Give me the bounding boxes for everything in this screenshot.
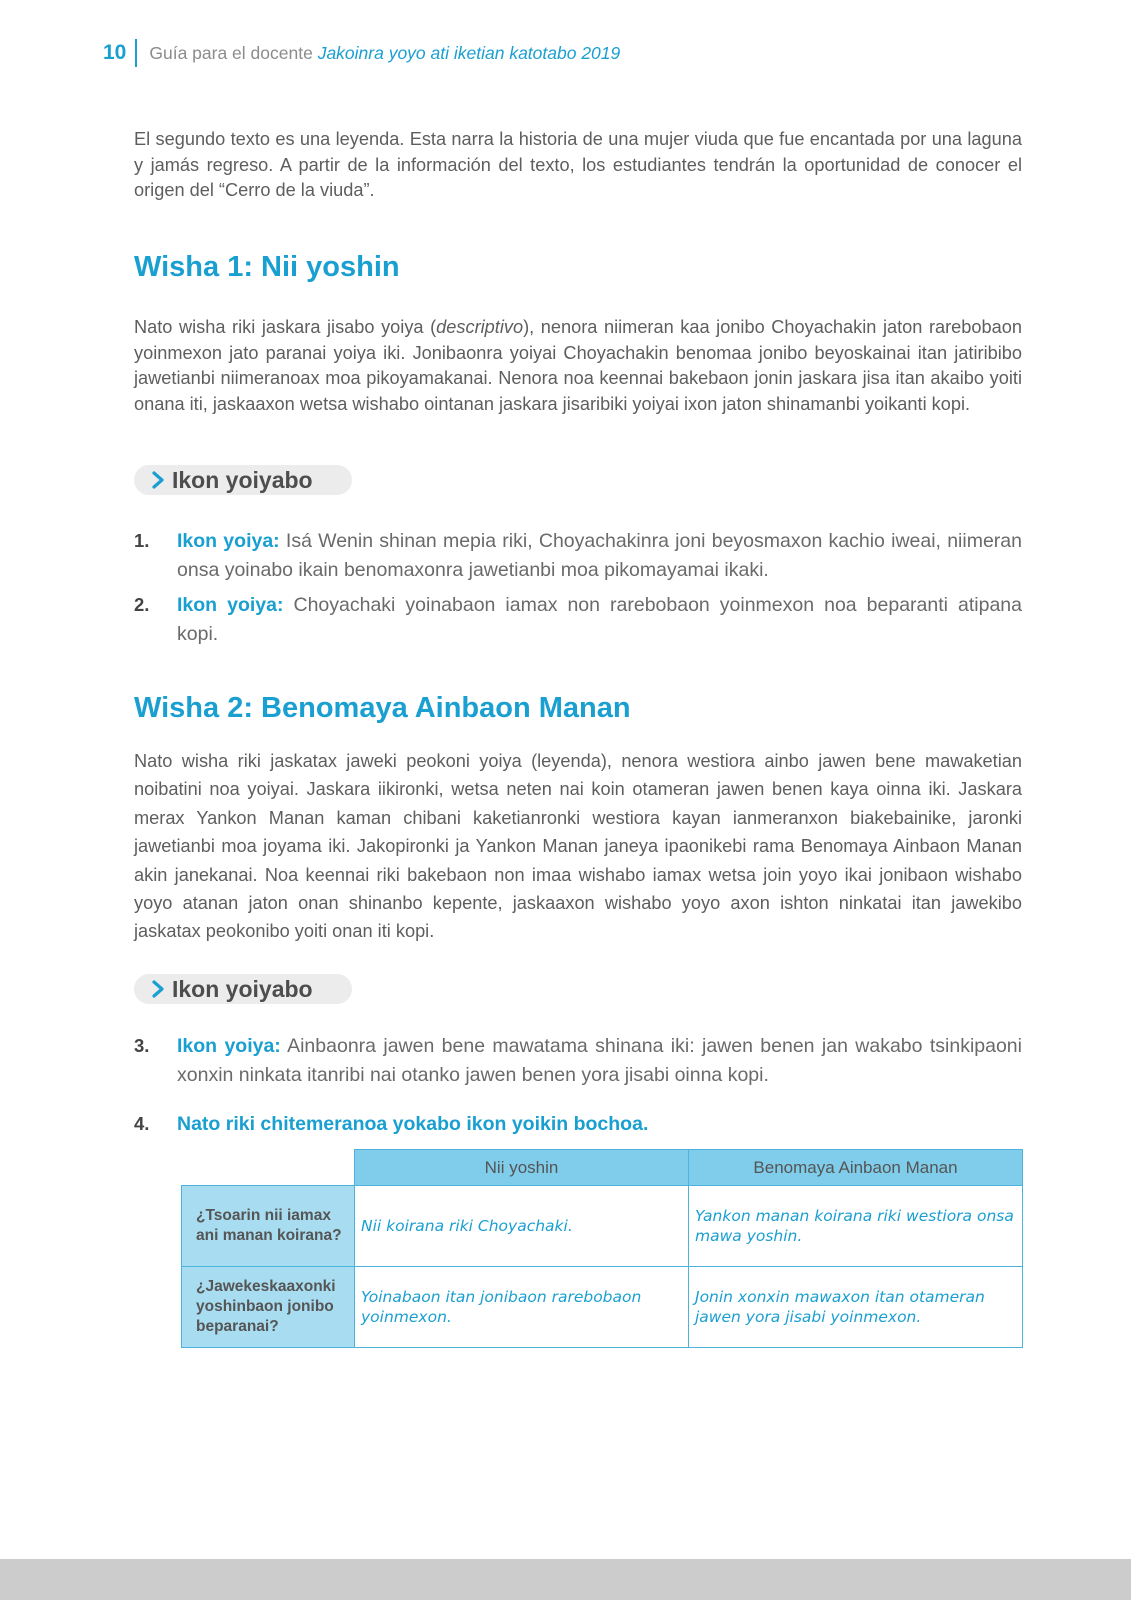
comparison-table [181, 1149, 1023, 1348]
section1-paragraph [134, 315, 1022, 417]
table-header-row [182, 1150, 1023, 1186]
list-item [134, 1032, 1022, 1089]
section1-title: Wisha 1: Nii yoshin [134, 251, 400, 283]
table-row [182, 1186, 1023, 1267]
section2-paragraph: Nato wisha riki jaskatax jaweki peokoni yoiya (leyenda), nenora westiora ainbo jawen bene mawaketian noibatini noa yoiyai. Jaskara iikironki, wetsa neten nai koin otameran jawen benen kaya oinna iki. Jaskara merax Yankon Manan kaman chibani kaketianronki westiora kayan ianmeranxon biakebainike, jaronki jawetianbi moa joyama iki. Jakopironki ja Yankon Manan janeya ipaonikebi rama Benomaya Ainbaon Manan akin janekanai. Noa keennai riki bakebaon non imaa wishabo iamax wetsa join yoyo ikai jonibaon wishabo yoyo atanan jaton onan shinanbo kepente, jaskaaxon wishabo yoyo axon ishton ninkatai itan jawekibo jaskatax peokonibo yoiti onan iti kopi. [134, 751, 1022, 942]
table-cell: Yankon manan koirana riki westiora onsa mawa yoshin. [689, 1186, 1023, 1267]
item-content: Isá Wenin shinan mepia riki, Choyachakinra joni beyosmaxon kachio iweai, niimeran onsa yoinabo ikain benomaxonra jawetianbi moa pikomayamai ikaki. [177, 530, 1022, 581]
table-cell: Yoinabaon itan jonibaon rarebobaon yoinmexon. [355, 1267, 689, 1348]
item-number: 1. [134, 530, 150, 551]
item-text [177, 1032, 1022, 1089]
item-lead: Ikon yoiya: [177, 530, 280, 552]
column-header: Nii yoshin [355, 1150, 689, 1186]
pill-label: Ikon yoiyabo [172, 975, 313, 1002]
para-italic-term: descriptivo [436, 317, 524, 337]
column-header: Benomaya Ainbaon Manan [689, 1150, 1023, 1186]
page-header [103, 38, 620, 68]
item-content: Ainbaonra jawen bene mawatama shinana iki: jawen benen jan wakabo tsinkipaoni xonxin ninkata itanribi nai otanko jawen benen yora jisabi oinna kopi. [177, 1035, 1022, 1086]
section2-title: Wisha 2: Benomaya Ainbaon Manan [134, 692, 631, 724]
table-cell: Nii koirana riki Choyachaki. [355, 1186, 689, 1267]
list-item [134, 1110, 1022, 1139]
item-text: Nato riki chitemeranoa yokabo ikon yoikin bochoa. [177, 1113, 649, 1135]
item-number: 4. [134, 1113, 150, 1134]
table-cell: Jonin xonxin mawaxon itan otameran jawen yora jisabi yoinmexon. [689, 1267, 1023, 1348]
section-pill [134, 974, 352, 1004]
intro-paragraph: El segundo texto es una leyenda. Esta narra la historia de una mujer viuda que fue encantada por una laguna y jamás regreso. A partir de la información del texto, los estudiantes tendrán la oportunidad de conocer el origen del “Cerro de la viuda”. [134, 129, 1022, 201]
item-number: 3. [134, 1035, 150, 1056]
table-row [182, 1267, 1023, 1348]
page-number: 10 [103, 41, 127, 64]
pill-label: Ikon yoiyabo [172, 466, 313, 493]
item-lead: Ikon yoiya: [177, 1035, 281, 1057]
chevron-right-icon [146, 465, 170, 495]
section1-body [134, 315, 1022, 417]
row-header: ¿Tsoarin nii iamax ani manan koirana? [182, 1186, 355, 1267]
header-divider [135, 39, 137, 67]
item-number: 2. [134, 594, 150, 615]
item-text [177, 591, 1022, 648]
item-content: Choyachaki yoinabaon iamax non rarebobaon yoinmexon noa beparanti atipana kopi. [177, 594, 1022, 645]
list-item [134, 591, 1022, 648]
intro-block [134, 127, 1022, 204]
guide-label: Guía para el docente [149, 42, 313, 63]
footer-bar [0, 1559, 1131, 1600]
table-corner [182, 1150, 355, 1186]
section2-body [134, 747, 1022, 946]
item-lead: Ikon yoiya: [177, 594, 284, 616]
row-header: ¿Jawekeskaaxonki yoshinbaon jonibo beparanai? [182, 1267, 355, 1348]
chevron-right-icon [146, 974, 170, 1004]
para-part: Nato wisha riki jaskara jisabo yoiya ( [134, 317, 437, 337]
para-part: ), nenora niimeran kaa jonibo Choyachakin jaton rarebobaon yoinmexon jato paranai yoiya iki. Jonibaonra yoiyai Choyachakin benomaa jonibo beyoskainai itan jatiribibo jawetianbi niimeranoax moa pikoyamakanai. Nenora noa keennai bakebaon jonin jaskara jisa itan akaibo yoiti onana iti, jaskaaxon wetsa wishabo ointanan jaskara jisaribiki yoiyai ixon jaton shinamanbi yoikanti kopi. [134, 317, 1022, 414]
guide-title: Jakoinra yoyo ati iketian katotabo 2019 [317, 42, 621, 63]
section-pill [134, 465, 352, 495]
running-title [149, 43, 620, 64]
list-item [134, 527, 1022, 584]
item-text [177, 527, 1022, 584]
